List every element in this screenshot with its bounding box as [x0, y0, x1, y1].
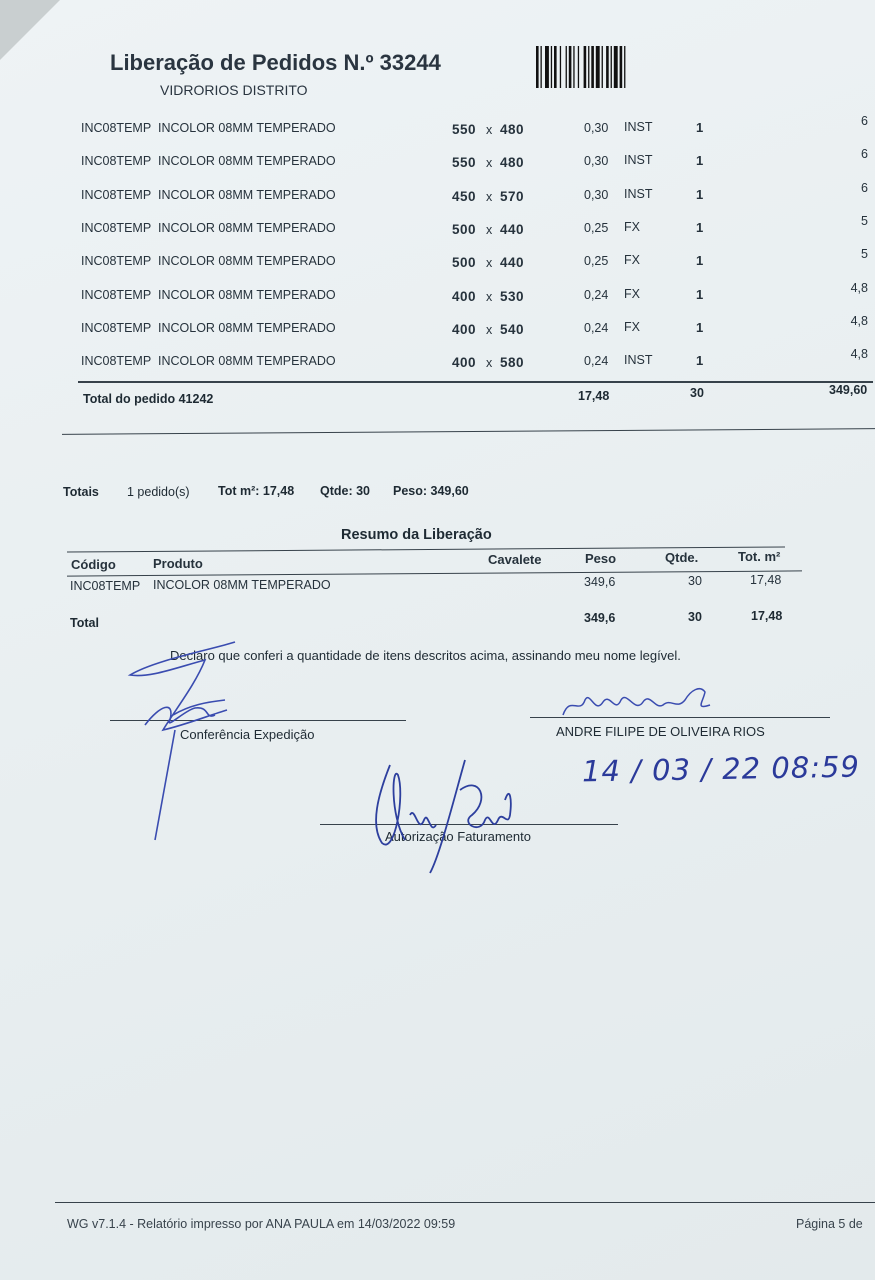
item-type: FX: [624, 219, 640, 234]
section-divider: [62, 428, 875, 435]
item-times-sign: x: [486, 222, 493, 237]
item-width: 450: [452, 188, 477, 204]
item-height: 540: [500, 321, 525, 337]
order-total-qty: 30: [690, 386, 704, 400]
item-qty: 1: [696, 253, 704, 269]
item-width: 500: [452, 255, 477, 271]
totals-area: Tot m²: 17,48: [218, 484, 295, 498]
item-area: 0,30: [584, 121, 609, 135]
item-area: 0,25: [584, 254, 609, 269]
summary-header-qty: Qtde.: [665, 550, 699, 565]
summary-total-area: 17,48: [751, 609, 783, 623]
page-corner-fold: [0, 0, 60, 60]
summary-row-code: INC08TEMP: [70, 579, 141, 593]
item-qty: 1: [696, 120, 704, 135]
item-height: 440: [500, 221, 525, 237]
item-weight: 6: [861, 180, 868, 195]
expedition-signature-icon: [115, 630, 355, 840]
item-times-sign: x: [486, 123, 493, 137]
footer-print-info: WG v7.1.4 - Relatório impresso por ANA PAULA em 14/03/2022 09:59: [67, 1217, 456, 1231]
summary-row-product: INCOLOR 08MM TEMPERADO: [153, 578, 331, 592]
receiver-name: ANDRE FILIPE DE OLIVEIRA RIOS: [556, 724, 765, 739]
item-code: INC08TEMP: [81, 320, 152, 335]
item-width: 500: [452, 221, 477, 237]
item-weight: 6: [861, 147, 868, 162]
item-height: 480: [500, 122, 525, 137]
billing-signature-icon: [360, 755, 540, 880]
item-code: INC08TEMP: [81, 287, 152, 302]
item-weight: 4,8: [850, 313, 868, 328]
item-area: 0,24: [584, 320, 609, 335]
barcode-icon: [536, 46, 678, 88]
totals-orders: 1 pedido(s): [127, 485, 190, 499]
item-product: INCOLOR 08MM TEMPERADO: [158, 320, 336, 335]
item-product: INCOLOR 08MM TEMPERADO: [158, 354, 336, 369]
expedition-label: Conferência Expedição: [180, 727, 315, 742]
item-code: INC08TEMP: [81, 187, 152, 202]
item-product: INCOLOR 08MM TEMPERADO: [158, 254, 336, 269]
item-height: 480: [500, 155, 525, 171]
item-qty: 1: [696, 353, 704, 369]
document-title: Liberação de Pedidos N.º 33244: [110, 50, 441, 75]
summary-header-product: Produto: [153, 556, 203, 571]
summary-row-area: 17,48: [750, 573, 782, 587]
item-times-sign: x: [486, 256, 493, 271]
item-type: FX: [624, 319, 640, 334]
summary-total-label: Total: [70, 616, 99, 630]
item-qty: 1: [696, 186, 704, 202]
item-weight: 5: [861, 247, 868, 262]
summary-total-qty: 30: [688, 610, 702, 624]
item-width: 400: [452, 288, 477, 304]
item-code: INC08TEMP: [81, 254, 152, 269]
handwritten-date: 14 / 03 / 22 08:59: [581, 749, 861, 789]
order-total-label: Total do pedido 41242: [83, 392, 214, 406]
summary-header-rack: Cavalete: [488, 552, 542, 567]
item-type: FX: [624, 253, 640, 268]
summary-header-weight: Peso: [585, 551, 617, 566]
item-width: 550: [452, 155, 477, 171]
item-area: 0,24: [584, 287, 609, 302]
item-weight: 4,8: [850, 347, 868, 362]
item-qty: 1: [696, 153, 704, 169]
item-times-sign: x: [486, 156, 493, 171]
summary-row-qty: 30: [688, 574, 702, 588]
item-code: INC08TEMP: [81, 154, 152, 169]
order-total-weight: 349,60: [829, 383, 868, 397]
item-area: 0,30: [584, 187, 609, 202]
item-area: 0,24: [584, 354, 609, 369]
item-times-sign: x: [486, 322, 493, 337]
item-times-sign: x: [486, 189, 493, 204]
item-times-sign: x: [486, 356, 493, 371]
item-height: 570: [500, 188, 525, 204]
items-divider: [78, 381, 873, 383]
item-height: 530: [500, 288, 525, 304]
billing-label: Autorização Faturamento: [385, 829, 531, 844]
item-product: INCOLOR 08MM TEMPERADO: [158, 121, 336, 135]
item-weight: 5: [861, 213, 868, 228]
order-total-area: 17,48: [578, 389, 610, 403]
item-height: 580: [500, 355, 525, 371]
item-type: INST: [624, 186, 653, 201]
item-product: INCOLOR 08MM TEMPERADO: [158, 287, 336, 302]
summary-total-weight: 349,6: [584, 611, 616, 625]
item-area: 0,30: [584, 154, 609, 169]
item-qty: 1: [696, 319, 704, 335]
item-type: INST: [624, 153, 653, 168]
receiver-signature-icon: [555, 680, 725, 730]
item-type: FX: [624, 286, 640, 301]
summary-header-code: Código: [71, 557, 116, 572]
company-name: VIDRORIOS DISTRITO: [160, 82, 308, 98]
summary-title: Resumo da Liberação: [341, 527, 492, 543]
item-weight: 4,8: [850, 280, 868, 295]
item-times-sign: x: [486, 289, 493, 304]
declaration-text: Declaro que conferi a quantidade de itens descritos acima, assinando meu nome legível.: [170, 648, 681, 663]
footer-rule: [55, 1202, 875, 1203]
totals-qty: Qtde: 30: [320, 484, 371, 498]
item-type: INST: [624, 120, 653, 134]
item-product: INCOLOR 08MM TEMPERADO: [158, 220, 336, 235]
summary-row-weight: 349,6: [584, 575, 616, 589]
totals-weight: Peso: 349,60: [393, 484, 469, 498]
item-height: 440: [500, 255, 525, 271]
item-width: 400: [452, 355, 477, 371]
item-qty: 1: [696, 219, 704, 235]
item-width: 400: [452, 321, 477, 337]
item-type: INST: [624, 353, 653, 368]
item-code: INC08TEMP: [81, 220, 152, 235]
item-product: INCOLOR 08MM TEMPERADO: [158, 187, 336, 202]
item-area: 0,25: [584, 220, 609, 235]
summary-header-area: Tot. m²: [738, 549, 781, 564]
item-product: INCOLOR 08MM TEMPERADO: [158, 154, 336, 169]
item-code: INC08TEMP: [81, 121, 152, 135]
footer-page-number: Página 5 de: [796, 1217, 863, 1231]
item-weight: 6: [861, 114, 868, 128]
totals-label: Totais: [63, 485, 99, 499]
item-qty: 1: [696, 286, 704, 302]
item-width: 550: [452, 122, 477, 137]
item-code: INC08TEMP: [81, 354, 152, 369]
